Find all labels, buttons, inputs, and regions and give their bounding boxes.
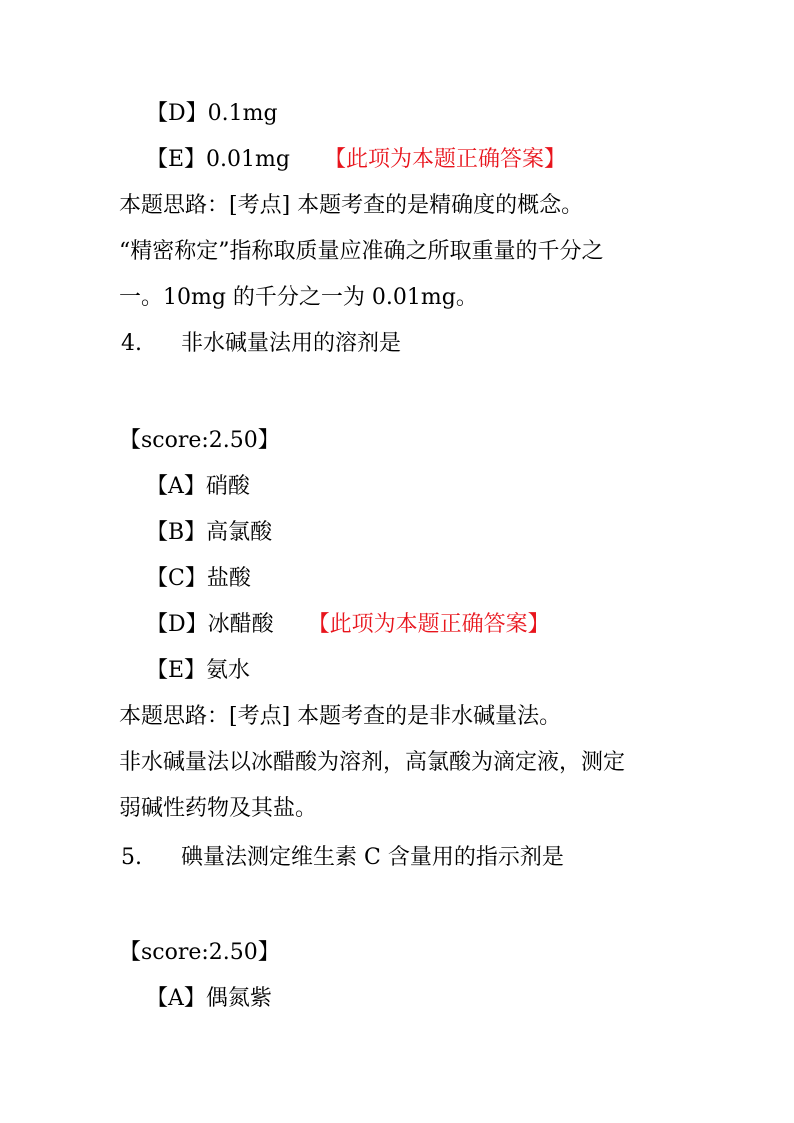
option-d [146,99,278,129]
analysis-line: 一。10mg 的千分之一为 0.01mg。 [119,285,478,310]
option-label: 【D】冰醋酸 [146,612,274,637]
question-text: 碘量法测定维生素 C 含量用的指示剂是 [181,845,564,870]
score-label: 【score:2.50】 [119,428,280,453]
analysis-line: 本题思路：[考点] 本题考查的是非水碱量法。 [119,704,562,729]
option-e [146,656,250,686]
score-label: 【score:2.50】 [119,940,280,965]
option-b [146,518,272,548]
option-e [146,145,566,175]
option-label: 【D】0.1mg [146,101,278,126]
option-label: 【A】偶氮紫 [146,986,272,1011]
correct-answer-tag: 【此项为本题正确答案】 [307,612,550,637]
option-a [146,472,250,502]
analysis-line: 弱碱性药物及其盐。 [119,796,318,821]
option-d [146,610,550,640]
analysis-line: 非水碱量法以冰醋酸为溶剂，高氯酸为滴定液，测定 [119,750,626,775]
question-text: 非水碱量法用的溶剂是 [181,331,402,356]
analysis-line: “精密称定”指称取质量应准确之所取重量的千分之 [119,239,604,264]
analysis-line: 本题思路：[考点] 本题考查的是精确度的概念。 [119,193,584,218]
option-label: 【E】氨水 [146,658,251,683]
option-a [146,984,272,1014]
option-label: 【B】高氯酸 [146,520,273,545]
option-c [146,564,251,594]
option-label: 【A】硝酸 [146,474,250,499]
option-label: 【C】盐酸 [146,566,251,591]
question-number: 4. [121,331,142,356]
question-number: 5. [121,845,142,870]
option-label: 【E】0.01mg [146,147,290,172]
correct-answer-tag: 【此项为本题正确答案】 [324,147,567,172]
